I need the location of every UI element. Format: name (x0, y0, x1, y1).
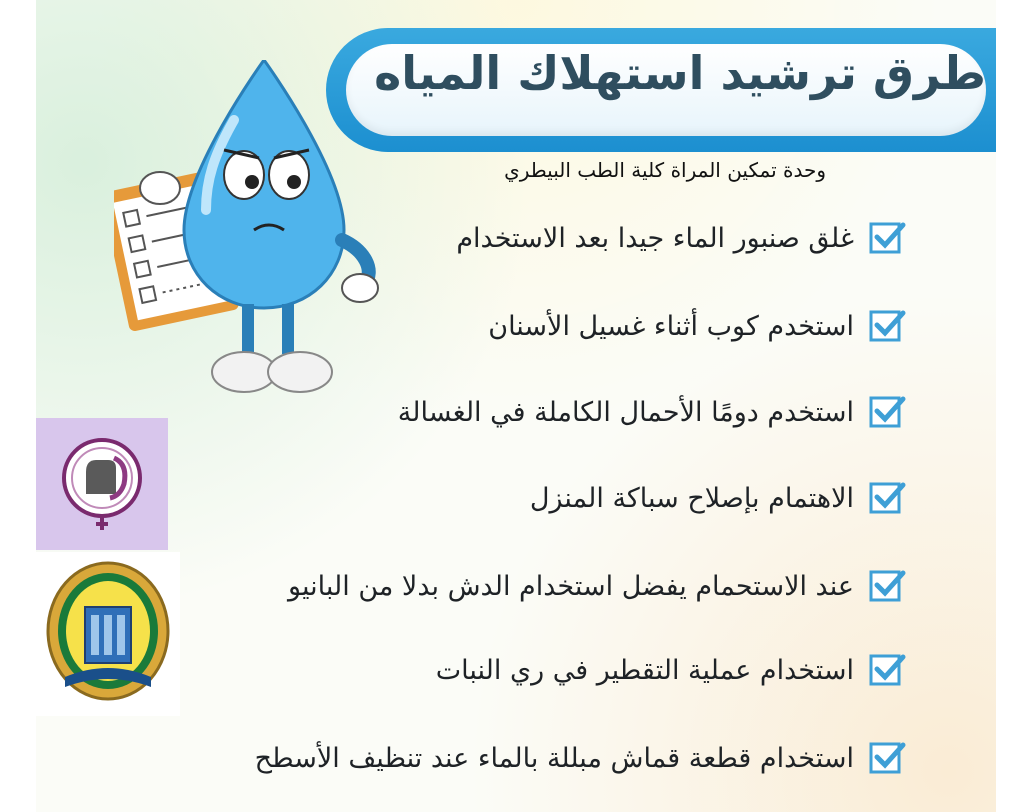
women-empowerment-logo (36, 418, 168, 550)
list-item (288, 562, 906, 610)
checkbox-checked-icon (868, 219, 906, 257)
tip-text: استخدام عملية التقطير في ري النبات (435, 654, 854, 686)
list-item (530, 474, 906, 522)
checkbox-checked-icon (868, 739, 906, 777)
list-item (436, 646, 906, 694)
poster (36, 0, 996, 812)
water-drop-mascot-icon (114, 60, 404, 412)
list-item (456, 214, 906, 262)
university-logo-icon (43, 559, 173, 709)
tip-text: عند الاستحمام يفضل استخدام الدش بدلا من البانيو (288, 570, 854, 602)
checkbox-checked-icon (868, 393, 906, 431)
list-item (488, 302, 906, 350)
list-item (255, 734, 906, 782)
women-logo-icon (56, 434, 148, 534)
title-banner (326, 28, 996, 152)
tip-text: الاهتمام بإصلاح سباكة المنزل (529, 482, 854, 514)
tip-text: غلق صنبور الماء جيدا بعد الاستخدام (456, 222, 854, 254)
checkbox-checked-icon (868, 307, 906, 345)
checkbox-checked-icon (868, 479, 906, 517)
page-title: طرق ترشيد استهلاك المياه (374, 46, 986, 100)
university-logo (36, 552, 180, 716)
tip-text: استخدام قطعة قماش مبللة بالماء عند تنظيف الأسطح (254, 742, 854, 774)
subtitle: وحدة تمكين المراة كلية الطب البيطري (504, 158, 826, 182)
checkbox-checked-icon (868, 567, 906, 605)
tip-text: استخدم كوب أثناء غسيل الأسنان (488, 310, 854, 342)
checkbox-checked-icon (868, 651, 906, 689)
tip-text: استخدم دومًا الأحمال الكاملة في الغسالة (397, 396, 854, 428)
list-item (398, 388, 906, 436)
